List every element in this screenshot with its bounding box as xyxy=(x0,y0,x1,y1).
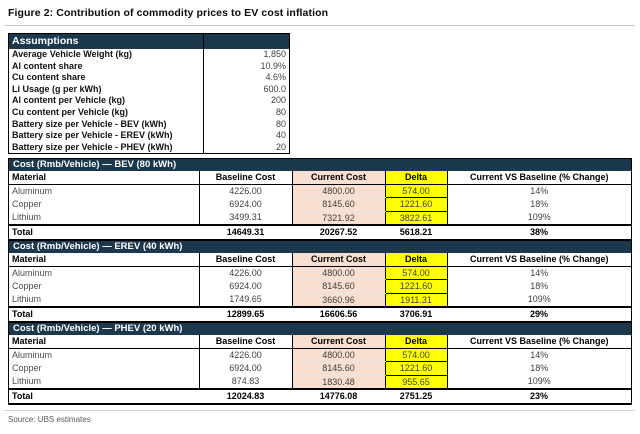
assumption-label: Li Usage (g per kWh) xyxy=(12,83,102,94)
cell-current-cost: 8145.60 xyxy=(292,362,385,376)
assumption-label: Cu content per Vehicle (kg) xyxy=(12,106,129,117)
total-delta: 2751.25 xyxy=(385,389,447,403)
column-header-current-cost: Current Cost xyxy=(292,335,385,348)
cost-column-header-row xyxy=(9,253,631,266)
column-header-current-cost: Current Cost xyxy=(292,253,385,266)
cell-current-cost: 8145.60 xyxy=(292,198,385,212)
cell-pct-change: 14% xyxy=(530,267,549,278)
assumption-row xyxy=(9,142,289,154)
assumption-label: Average Vehicle Weight (kg) xyxy=(12,49,133,59)
cost-table-title: Cost (Rmb/Vehicle) — PHEV (20 kWh) xyxy=(9,323,631,335)
column-header-material: Material xyxy=(9,335,199,348)
column-header-baseline-cost: Baseline Cost xyxy=(199,335,292,348)
column-header-delta: Delta xyxy=(385,171,447,184)
total-pct-change: 29% xyxy=(447,307,631,321)
cell-baseline-cost: 6924.00 xyxy=(199,280,292,294)
table-row xyxy=(9,375,631,389)
assumption-label: Battery size per Vehicle - BEV (kWh) xyxy=(12,118,167,129)
total-current-cost: 20267.52 xyxy=(292,225,385,239)
cell-current-cost: 4800.00 xyxy=(292,348,385,362)
cell-material: Lithium xyxy=(12,212,42,223)
cost-table-title: Cost (Rmb/Vehicle) — BEV (80 kWh) xyxy=(9,159,631,171)
cell-delta: 1221.60 xyxy=(385,198,447,212)
assumption-row xyxy=(9,84,289,96)
cost-table-phev xyxy=(8,322,632,405)
cell-delta: 574.00 xyxy=(385,266,447,280)
total-baseline-cost: 12899.65 xyxy=(199,307,292,321)
cell-delta: 574.00 xyxy=(385,184,447,198)
cell-pct-change: 18% xyxy=(530,199,549,209)
cell-pct-change: 14% xyxy=(530,349,549,360)
cell-current-cost: 4800.00 xyxy=(292,184,385,198)
table-row xyxy=(9,348,631,362)
cell-material: Aluminum xyxy=(12,349,53,360)
cost-column-header-row xyxy=(9,171,631,184)
cell-baseline-cost: 1749.65 xyxy=(199,293,292,307)
total-label: Total xyxy=(9,389,199,403)
assumption-row xyxy=(9,95,289,107)
assumption-row xyxy=(9,72,289,84)
table-row xyxy=(9,198,631,212)
cell-baseline-cost: 4226.00 xyxy=(199,266,292,280)
figure-title: Figure 2: Contribution of commodity prices to EV cost inflation xyxy=(8,7,329,19)
total-baseline-cost: 14649.31 xyxy=(199,225,292,239)
assumption-value: 80 xyxy=(203,119,289,131)
cell-delta: 1221.60 xyxy=(385,362,447,376)
footer-divider xyxy=(4,410,635,411)
cell-delta: 955.65 xyxy=(385,375,447,389)
assumption-value: 200 xyxy=(203,95,289,107)
table-row xyxy=(9,280,631,294)
cost-column-header-row xyxy=(9,335,631,348)
column-header-pct-change: Current VS Baseline (% Change) xyxy=(447,171,631,184)
cell-baseline-cost: 4226.00 xyxy=(199,184,292,198)
column-header-baseline-cost: Baseline Cost xyxy=(199,253,292,266)
assumption-row xyxy=(9,107,289,119)
total-current-cost: 14776.08 xyxy=(292,389,385,403)
cell-material: Aluminum xyxy=(12,267,53,278)
total-baseline-cost: 12024.83 xyxy=(199,389,292,403)
table-row xyxy=(9,293,631,307)
cell-material: Copper xyxy=(12,199,42,209)
table-row xyxy=(9,184,631,198)
assumption-row xyxy=(9,61,289,73)
assumption-label: Cu content share xyxy=(12,72,86,83)
assumption-label: Battery size per Vehicle - EREV (kWh) xyxy=(12,130,173,141)
cell-delta: 1221.60 xyxy=(385,280,447,294)
table-row xyxy=(9,266,631,280)
assumptions-table xyxy=(8,33,290,154)
assumption-row xyxy=(9,119,289,131)
assumption-value: 40 xyxy=(203,130,289,142)
assumption-row xyxy=(9,49,289,61)
cell-material: Aluminum xyxy=(12,185,53,196)
cell-pct-change: 14% xyxy=(530,185,549,196)
cell-material: Copper xyxy=(12,281,42,291)
assumption-value: 80 xyxy=(203,107,289,119)
cell-material: Copper xyxy=(12,363,42,373)
total-pct-change: 23% xyxy=(447,389,631,403)
table-row xyxy=(9,362,631,376)
cell-pct-change: 18% xyxy=(530,281,549,291)
table-row xyxy=(9,211,631,225)
cell-current-cost: 4800.00 xyxy=(292,266,385,280)
cell-current-cost: 8145.60 xyxy=(292,280,385,294)
total-row xyxy=(9,307,631,321)
cell-delta: 1911.31 xyxy=(385,293,447,307)
assumption-row xyxy=(9,130,289,142)
assumption-value: 600.0 xyxy=(203,84,289,96)
assumption-label: Battery size per Vehicle - PHEV (kWh) xyxy=(12,141,173,152)
assumption-value: 20 xyxy=(203,142,289,154)
cell-material: Lithium xyxy=(12,376,42,387)
total-row xyxy=(9,389,631,403)
cell-pct-change: 18% xyxy=(530,363,549,373)
cell-baseline-cost: 4226.00 xyxy=(199,348,292,362)
column-header-pct-change: Current VS Baseline (% Change) xyxy=(447,253,631,266)
cell-baseline-cost: 3499.31 xyxy=(199,211,292,225)
cell-baseline-cost: 6924.00 xyxy=(199,198,292,212)
cell-current-cost: 1830.48 xyxy=(292,375,385,389)
cell-current-cost: 3660.96 xyxy=(292,293,385,307)
column-header-material: Material xyxy=(9,253,199,266)
cell-baseline-cost: 6924.00 xyxy=(199,362,292,376)
assumption-label: Al content per Vehicle (kg) xyxy=(12,95,126,106)
assumptions-header: Assumptions xyxy=(9,34,203,49)
cell-delta: 3822.61 xyxy=(385,211,447,225)
cost-table-title: Cost (Rmb/Vehicle) — EREV (40 kWh) xyxy=(9,241,631,253)
cell-delta: 574.00 xyxy=(385,348,447,362)
cost-table-erev xyxy=(8,240,632,323)
total-delta: 3706.91 xyxy=(385,307,447,321)
cell-pct-change: 109% xyxy=(527,212,551,223)
column-header-delta: Delta xyxy=(385,335,447,348)
cost-table-bev xyxy=(8,158,632,241)
assumption-value: 4.6% xyxy=(203,72,289,84)
total-delta: 5618.21 xyxy=(385,225,447,239)
cell-current-cost: 7321.92 xyxy=(292,211,385,225)
total-label: Total xyxy=(9,307,199,321)
assumption-label: Al content share xyxy=(12,60,83,71)
assumption-value: 1,850 xyxy=(203,49,289,61)
column-header-baseline-cost: Baseline Cost xyxy=(199,171,292,184)
cell-pct-change: 109% xyxy=(527,294,551,305)
column-header-current-cost: Current Cost xyxy=(292,171,385,184)
total-pct-change: 38% xyxy=(447,225,631,239)
assumption-value: 10.9% xyxy=(203,61,289,73)
column-header-delta: Delta xyxy=(385,253,447,266)
assumptions-header-spacer xyxy=(203,34,289,49)
total-label: Total xyxy=(9,225,199,239)
column-header-pct-change: Current VS Baseline (% Change) xyxy=(447,335,631,348)
assumptions-header-row xyxy=(9,34,289,49)
title-divider xyxy=(4,25,635,26)
cell-material: Lithium xyxy=(12,294,42,305)
total-row xyxy=(9,225,631,239)
source-note: Source: UBS estimates xyxy=(8,415,91,424)
total-current-cost: 16606.56 xyxy=(292,307,385,321)
column-header-material: Material xyxy=(9,171,199,184)
cell-baseline-cost: 874.83 xyxy=(199,375,292,389)
cell-pct-change: 109% xyxy=(527,376,551,387)
